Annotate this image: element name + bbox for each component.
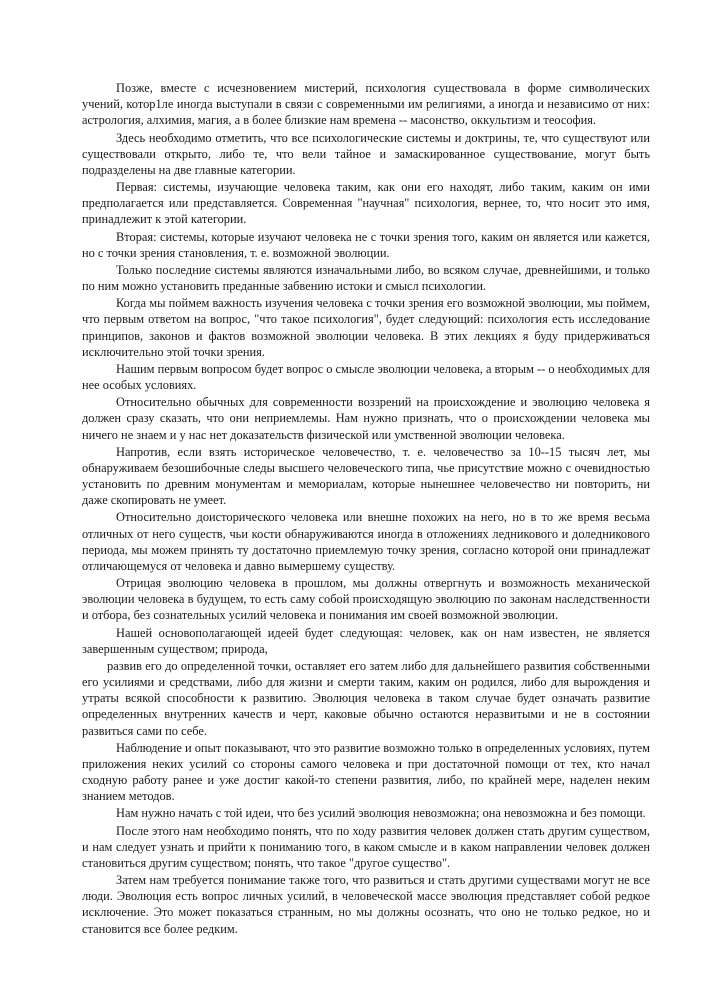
paragraph: Позже, вместе с исчезновением мистерий, психология существовала в форме символических учений, котор1ле иногда выступали в связи с современными им религиями, а иногда и независимо от них: астрология, алхимия, магия, а в более близкие нам времена -- масонство, оккультизм и теософия.: [82, 81, 650, 128]
paragraph: Относительно доисторического человека или внешне похожих на него, но в то же время весьма отличных от него существ, чьи кости обнаруживаются иногда в отложениях ледникового и доледникового периода, мы можем принять ту достаточно приемлемую точку зрения, согласно которой они принадлежат отличающемуся от человека и давно вымершему существу.: [82, 510, 650, 573]
paragraph: Первая: системы, изучающие человека таким, как они его находят, либо таким, каким он ими предполагается или представляется. Современная "научная" психология, вернее, то, что носит это имя, принадлежит к этой категории.: [82, 180, 650, 227]
paragraph: Нам нужно начать с той идеи, что без усилий эволюция невозможна; она невозможна и без помощи.: [116, 806, 646, 821]
paragraph: Только последние системы являются изначальными либо, во всяком случае, древнейшими, и только по ним можно установить преданные забвению истоки и смысл психологии.: [82, 262, 650, 293]
document-page: [82, 80, 650, 938]
paragraph: Относительно обычных для современности воззрений на происхождение и эволюцию человека я должен сразу сказать, что они неприемлемы. Нам нужно признать, что о происхождении человека мы ничего не знаем и у нас нет доказательств физической или умственной эволюции человека.: [82, 395, 650, 442]
paragraph: Здесь необходимо отметить, что все психологические системы и доктрины, те, что существуют или существовали открыто, либо те, что вели тайное и замаскированное существование, могут быть подразделены на две главные категории.: [82, 130, 650, 177]
paragraph: После этого нам необходимо понять, что по ходу развития человек должен стать другим существом, и нам следует узнать и прийти к пониманию того, в каком смысле и в каком направлении человек должен становиться другим существом; понять, что такое "другое существо".: [82, 823, 650, 870]
paragraph: Наблюдение и опыт показывают, что это развитие возможно только в определенных условиях, путем приложения неких усилий со стороны самого человека и при достаточной помощи от тех, кто начал сходную работу ранее и уже достиг какой-то степени развития, либо, по крайней мере, наделен неким знанием методов.: [82, 740, 650, 804]
paragraph: Напротив, если взять историческое человечество, т. е. человечество за 10--15 тысяч лет, мы обнаруживаем безошибочные следы высшего человеческого типа, чье присутствие можно с очевидностью установить по древним монументам и мемориалам, которые нынешнее человечество ни повторить, ни даже скопировать не умеет.: [82, 444, 650, 508]
paragraph: Вторая: системы, которые изучают человека не с точки зрения того, каким он является или кажется, но с точки зрения становления, т. е. возможной эволюции.: [82, 229, 650, 260]
paragraph: Затем нам требуется понимание также того, что развиться и стать другими существами могут не все люди. Эволюция есть вопрос личных усилий, в человеческой массе эволюция представляет собой редкое исключение. Это может показаться странным, но мы должны осознать, что оно не только редкое, но и становится все более редким.: [82, 873, 650, 936]
paragraph: Нашим первым вопросом будет вопрос о смысле эволюции человека, а вторым -- о необходимых для нее особых условиях.: [82, 361, 650, 392]
paragraph: Нашей основополагающей идеей будет следующая: человек, как он нам известен, не является завершенным существом; природа,: [82, 625, 650, 656]
paragraph: развив его до определенной точки, оставляет его затем либо для дальнейшего развития собственными его усилиями и средствами, либо для жизни и смерти таким, каким он родился, либо для вырождения и утраты всякой способности к развитию. Эволюция человека в таком случае будет означать развитие определенных внутренних качеств и черт, каковые обычно остаются неразвитыми и не в состоянии развиться сами по себе.: [82, 658, 650, 738]
paragraph: Когда мы поймем важность изучения человека с точки зрения его возможной эволюции, мы поймем, что первым ответом на вопрос, "что такое психология", будет следующий: психология есть исследование принципов, законов и фактов возможной эволюции человека. В этих лекциях я буду придерживаться исключительно этой точки зрения.: [82, 296, 650, 359]
paragraph: Отрицая эволюцию человека в прошлом, мы должны отвергнуть и возможность механической эволюции человека в будущем, то есть саму собой происходящую эволюцию по законам наследственности и отбора, без сознательных усилий человека и понимания им своей возможной эволюции.: [82, 576, 650, 623]
